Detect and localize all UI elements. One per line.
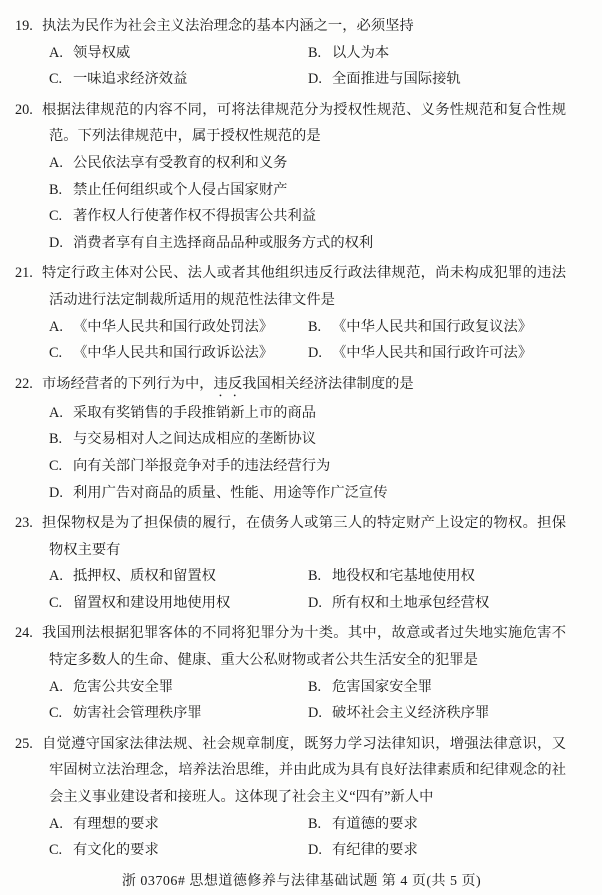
option-text: 妨害社会管理秩序罪 (73, 705, 202, 722)
question-stem (42, 510, 566, 563)
option-D (308, 837, 588, 864)
question-stem (42, 620, 566, 673)
option-label: C. (49, 208, 63, 225)
question-number: 20. (15, 101, 33, 118)
option-label: C. (49, 345, 63, 362)
option-C (49, 203, 588, 230)
option-B (308, 811, 588, 838)
option-label: D. (308, 842, 322, 859)
question-stem (42, 731, 566, 811)
option-text: 公民依法享有受教育的权利和义务 (73, 154, 288, 171)
option-A (49, 674, 308, 701)
option-group (49, 40, 588, 93)
option-text: 危害公共安全罪 (73, 678, 174, 695)
option-text: 与交易相对人之间达成相应的垄断协议 (73, 431, 317, 448)
option-text: 所有权和土地承包经营权 (332, 594, 490, 611)
option-text: 破坏社会主义经济秩序罪 (332, 705, 490, 722)
option-A (49, 563, 308, 590)
option-text: 禁止任何组织或个人侵占国家财产 (73, 181, 288, 198)
option-B (308, 40, 588, 67)
option-label: A. (49, 815, 63, 832)
option-label: A. (49, 678, 63, 695)
option-C (49, 66, 308, 93)
option-label: A. (49, 404, 63, 421)
option-label: C. (49, 705, 63, 722)
option-A (49, 150, 588, 177)
option-group (49, 400, 588, 506)
option-A (49, 811, 308, 838)
option-text: 一味追求经济效益 (73, 71, 188, 88)
stem-text: 我国刑法根据犯罪客体的不同将犯罪分为十类。其中，故意或者过失地实施危害不特定多数人的生命、健康、重大公私财物或者公共生活安全的犯罪是 (42, 625, 566, 669)
option-text: 向有关部门举报竞争对手的违法经营行为 (73, 457, 331, 474)
option-C (49, 700, 308, 727)
option-B (49, 177, 588, 204)
option-text: 《中华人民共和国行政诉讼法》 (73, 345, 274, 362)
option-D (308, 590, 588, 617)
option-C (49, 340, 308, 367)
option-group (49, 674, 588, 727)
option-D (49, 480, 588, 507)
question-stem (42, 97, 566, 150)
option-B (49, 426, 588, 453)
option-text: 有理想的要求 (73, 815, 159, 832)
option-A (49, 40, 308, 67)
option-text: 有纪律的要求 (332, 842, 418, 859)
stem-text: 根据法律规范的内容不同，可将法律规范分为授权性规范、义务性规范和复合性规范。下列法律规范中，属于授权性规范的是 (42, 101, 566, 145)
option-label: A. (49, 154, 63, 171)
question-number: 23. (15, 515, 33, 532)
option-label: D. (49, 484, 63, 501)
option-label: C. (49, 457, 63, 474)
option-label: B. (308, 44, 322, 61)
option-text: 著作权人行使著作权不得损害公共利益 (73, 208, 317, 225)
stem-text: 市场经营者的下列行为中， (42, 375, 214, 392)
question-stem (42, 260, 566, 313)
page-footer: 浙 03706# 思想道德修养与法律基础试题 第 4 页(共 5 页) (121, 873, 482, 889)
option-D (49, 230, 588, 257)
stem-text: 自觉遵守国家法律法规、社会规章制度，既努力学习法律知识，增强法律意识，又牢固树立法治理念，培养法治思维，并由此成为具有良好法律素质和纪律观念的社会主义事业建设者和接班人。这体现了社会主义“四有”新人中 (42, 735, 566, 806)
option-A (49, 400, 588, 427)
option-text: 《中华人民共和国行政处罚法》 (73, 318, 274, 335)
option-label: B. (49, 431, 63, 448)
option-C (49, 837, 308, 864)
question-number: 24. (15, 625, 33, 642)
stem-text: 我国相关经济法律制度的是 (242, 375, 414, 392)
option-text: 消费者享有自主选择商品品种或服务方式的权利 (73, 234, 374, 251)
option-label: B. (308, 815, 322, 832)
question-number: 19. (15, 18, 33, 34)
question-19 (15, 13, 588, 93)
question-stem (42, 13, 566, 40)
option-group (49, 563, 588, 616)
option-label: B. (49, 181, 63, 198)
question-24 (15, 620, 588, 726)
option-B (308, 674, 588, 701)
option-text: 采取有奖销售的手段推销新上市的商品 (73, 404, 317, 421)
option-label: A. (49, 568, 63, 585)
option-D (308, 340, 588, 367)
option-label: C. (49, 71, 63, 88)
option-label: D. (49, 234, 63, 251)
option-text: 以人为本 (332, 44, 390, 61)
option-label: C. (49, 842, 63, 859)
option-label: D. (308, 345, 322, 362)
option-text: 全面推进与国际接轨 (332, 71, 461, 88)
option-label: A. (49, 318, 63, 335)
option-label: A. (49, 44, 63, 61)
option-label: B. (308, 318, 322, 335)
option-text: 利用广告对商品的质量、性能、用途等作广泛宣传 (73, 484, 388, 501)
stem-text: 担保物权是为了担保债的履行，在债务人或第三人的特定财产上设定的物权。担保物权主要有 (42, 515, 566, 558)
question-number: 21. (15, 265, 33, 282)
option-text: 有文化的要求 (73, 842, 159, 859)
option-text: 留置权和建设用地使用权 (73, 594, 231, 611)
option-text: 领导权威 (73, 44, 131, 61)
option-label: B. (308, 568, 322, 585)
option-label: C. (49, 594, 63, 611)
option-D (308, 66, 588, 93)
question-list (15, 13, 588, 864)
option-group (49, 811, 588, 864)
question-23 (15, 510, 588, 616)
option-group (49, 314, 588, 367)
option-label: D. (308, 705, 322, 722)
option-label: D. (308, 71, 322, 88)
stem-text: 执法为民作为社会主义法治理念的基本内涵之一，必须坚持 (42, 18, 414, 34)
option-label: D. (308, 594, 322, 611)
option-text: 《中华人民共和国行政许可法》 (332, 345, 533, 362)
question-22 (15, 371, 588, 506)
question-number: 25. (15, 735, 33, 752)
option-text: 地役权和宅基地使用权 (332, 568, 475, 585)
option-B (308, 563, 588, 590)
option-text: 抵押权、质权和留置权 (73, 568, 216, 585)
option-A (49, 314, 308, 341)
option-label: B. (308, 678, 322, 695)
stem-text: 特定行政主体对公民、法人或者其他组织违反行政法律规范，尚未构成犯罪的违法活动进行法定制裁所适用的规范性法律文件是 (42, 265, 566, 308)
question-21 (15, 260, 588, 366)
option-C (49, 590, 308, 617)
option-B (308, 314, 588, 341)
option-C (49, 453, 588, 480)
question-stem (42, 371, 566, 400)
option-text: 危害国家安全罪 (332, 678, 433, 695)
option-text: 有道德的要求 (332, 815, 418, 832)
stem-emphasized-text: 违反 (213, 375, 243, 392)
question-20 (15, 97, 588, 257)
option-text: 《中华人民共和国行政复议法》 (332, 318, 533, 335)
question-25 (15, 731, 588, 864)
option-group (49, 150, 588, 256)
question-number: 22. (15, 375, 33, 392)
option-D (308, 700, 588, 727)
